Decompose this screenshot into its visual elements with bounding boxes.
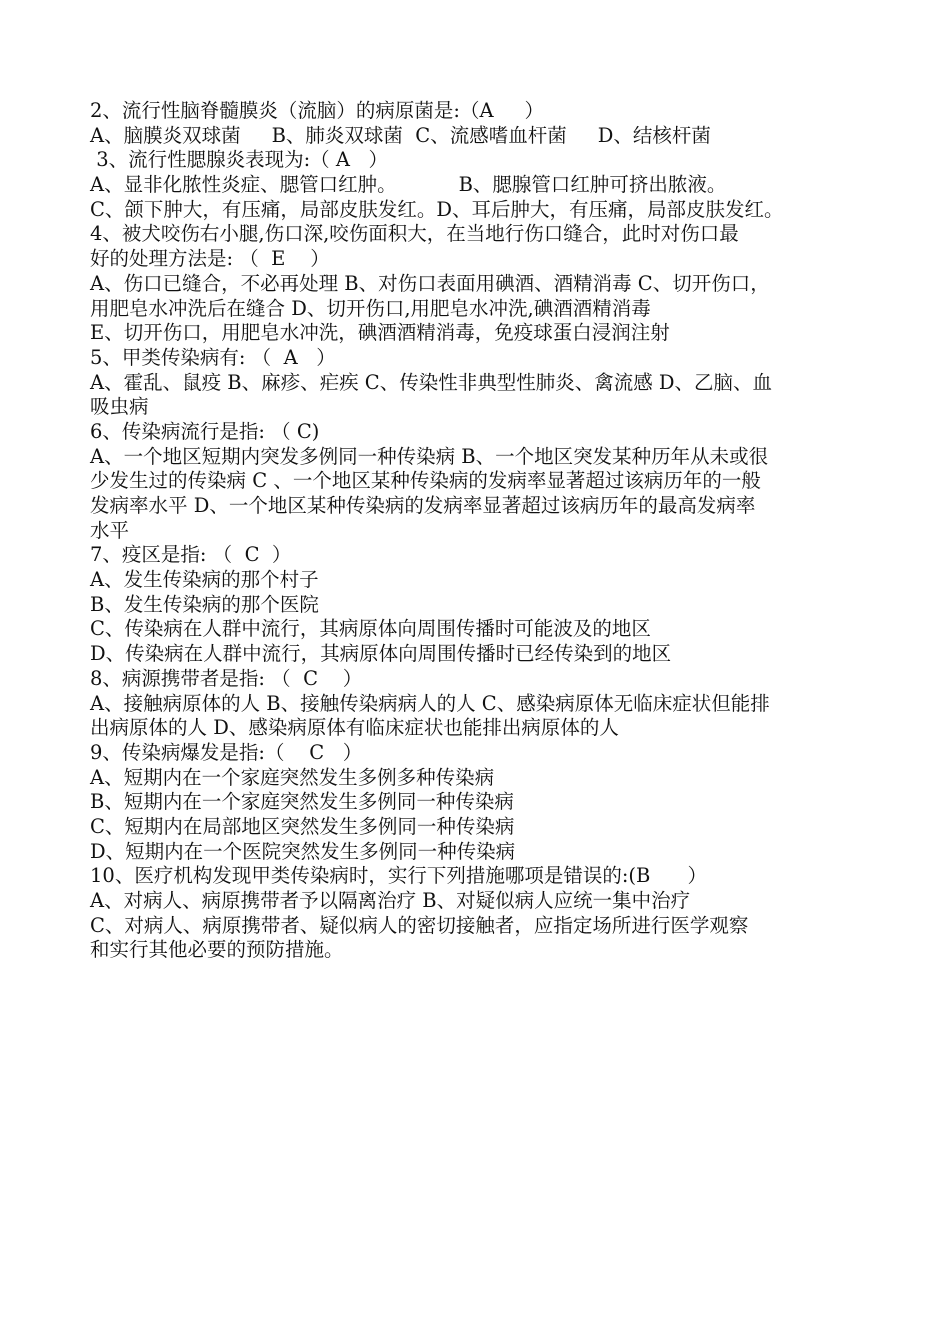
text-line: 少发生过的传染病 C 、一个地区某种传染病的发病率显著超过该病历年的一般 — [90, 469, 761, 493]
text-line: A、短期内在一个家庭突然发生多例多种传染病 — [90, 765, 495, 789]
text-line: E、切开伤口，用肥皂水冲洗，碘酒酒精消毒，免疫球蛋白浸润注射 — [90, 321, 670, 345]
text-line: 用肥皂水冲洗后在缝合 D、切开伤口,用肥皂水冲洗,碘酒酒精消毒 — [90, 296, 651, 320]
text-line: A、接触病原体的人 B、接触传染病病人的人 C、感染病原体无临床症状但能排 — [90, 691, 770, 715]
text-line: 水平 — [90, 518, 130, 542]
text-line: C、短期内在局部地区突然发生多例同一种传染病 — [90, 814, 515, 838]
text-line: 8、病源携带者是指: （ C ） — [90, 666, 363, 690]
text-line: C、传染病在人群中流行，其病原体向周围传播时可能波及的地区 — [90, 617, 651, 641]
text-line: 7、疫区是指: （ C ） — [90, 543, 292, 567]
text-line: 9、传染病爆发是指:（ C ） — [90, 740, 363, 764]
text-line: D、传染病在人群中流行，其病原体向周围传播时已经传染到的地区 — [90, 642, 672, 666]
text-line: 和实行其他必要的预防措施。 — [90, 938, 344, 962]
text-line: A、显非化脓性炎症、腮管口红肿。 B、腮腺管口红肿可挤出脓液。 — [90, 173, 727, 197]
text-line: B、发生传染病的那个医院 — [90, 592, 319, 616]
text-line: A、对病人、病原携带者予以隔离治疗 B、对疑似病人应统一集中治疗 — [90, 889, 691, 912]
text-line: D、短期内在一个医院突然发生多例同一种传染病 — [90, 839, 516, 863]
text-line: 吸虫病 — [90, 395, 149, 419]
text-line: A、发生传染病的那个村子 — [90, 568, 319, 592]
text-line: 10、医疗机构发现甲类传染病时，实行下列措施哪项是错误的:(B ） — [90, 864, 708, 888]
text-line: 2、流行性脑脊髓膜炎（流脑）的病原菌是:（A ） — [90, 99, 545, 122]
text-line: 好的处理方法是: （ E ） — [90, 247, 330, 271]
text-line: A、霍乱、鼠疫 B、麻疹、疟疾 C、传染性非典型性肺炎、禽流感 D、乙脑、血 — [90, 370, 773, 394]
text-line: 6、传染病流行是指: （ C) — [90, 419, 320, 443]
text-line: C、对病人、病原携带者、疑似病人的密切接触者，应指定场所进行医学观察 — [90, 913, 749, 937]
text-line: 出病原体的人 D、感染病原体有临床症状也能排出病原体的人 — [90, 716, 619, 740]
text-line: A、脑膜炎双球菌 B、肺炎双球菌 C、流感嗜血杆菌 D、结核杆菌 — [90, 123, 711, 147]
text-line: 3、流行性腮腺炎表现为:（ A ） — [90, 148, 389, 172]
text-line: B、短期内在一个家庭突然发生多例同一种传染病 — [90, 790, 514, 814]
document-page — [90, 99, 870, 963]
text-line: A、一个地区短期内突发多例同一种传染病 B、一个地区突发某种历年从未或很 — [90, 444, 769, 468]
text-line: 发病率水平 D、一个地区某种传染病的发病率显著超过该病历年的最高发病率 — [90, 494, 756, 517]
text-line: C、颌下肿大，有压痛，局部皮肤发红。D、耳后肿大，有压痛，局部皮肤发红。 — [90, 197, 784, 221]
text-line: 5、甲类传染病有: （ A ） — [90, 345, 336, 369]
text-line: A、伤口已缝合，不必再处理 B、对伤口表面用碘酒、酒精消毒 C、切开伤口， — [90, 271, 770, 295]
text-line: 4、被犬咬伤右小腿,伤口深,咬伤面积大，在当地行伤口缝合，此时对伤口最 — [90, 222, 739, 246]
